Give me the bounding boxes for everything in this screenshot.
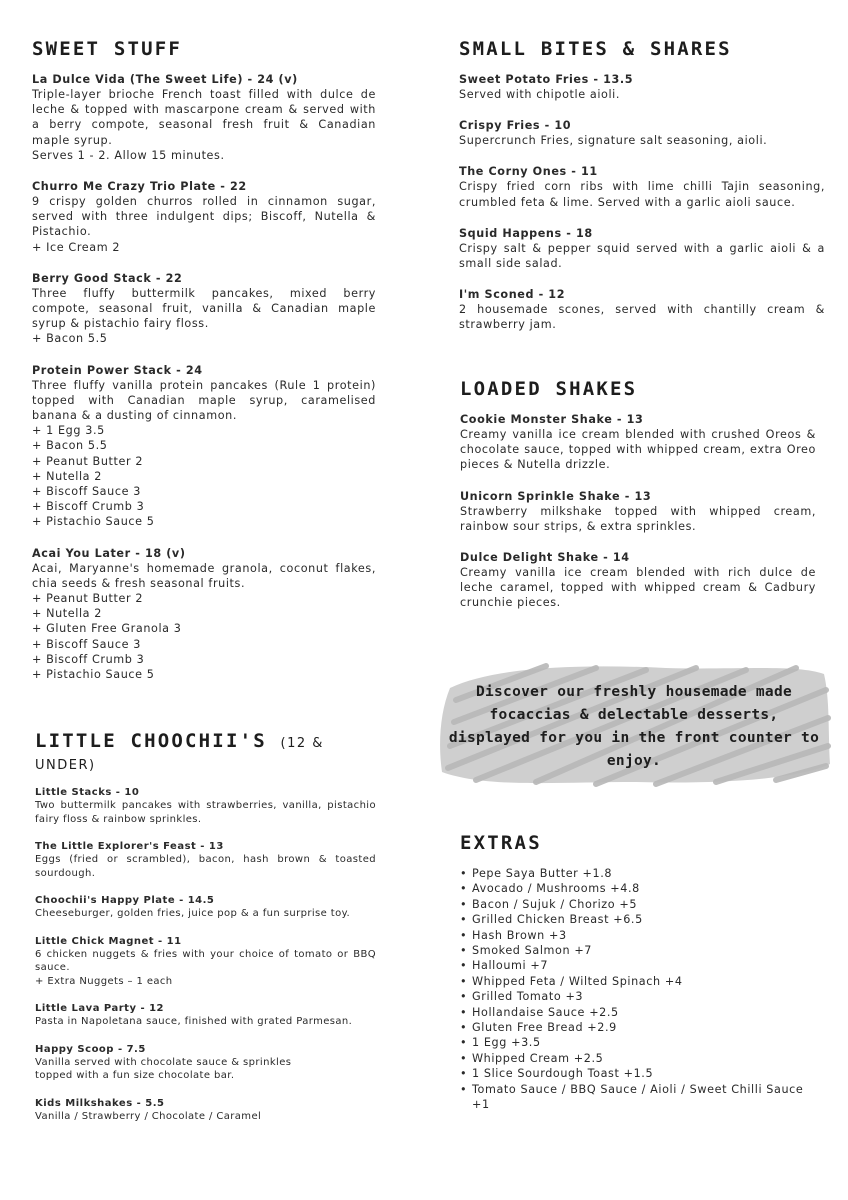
menu-item-description: Cheeseburger, golden fries, juice pop & a fun surprise toy. xyxy=(35,908,351,919)
menu-item-description: Two buttermilk pancakes with strawberries, vanilla, pistachio fairy floss & rainbow sprinkles. xyxy=(35,800,376,825)
menu-item xyxy=(32,179,376,255)
section-heading xyxy=(35,730,376,774)
menu-item-name: The Little Explorer's Feast - 13 xyxy=(35,841,224,852)
menu-item-addon: + Biscoff Crumb 3 xyxy=(32,500,145,514)
menu-item-description: Strawberry milkshake topped with whipped cream, rainbow sour strips, & extra sprinkles. xyxy=(460,504,816,533)
menu-item-addon: Vanilla / Strawberry / Chocolate / Caramel xyxy=(35,1110,262,1122)
menu-item-name: Happy Scoop - 7.5 xyxy=(35,1043,146,1055)
menu-item-name: Little Lava Party - 12 xyxy=(35,1003,164,1014)
menu-item xyxy=(459,287,825,332)
menu-item-name: Choochii's Happy Plate - 14.5 xyxy=(35,895,215,906)
menu-item-description: Acai, Maryanne's homemade granola, coconut flakes, chia seeds & fresh seasonal fruits. xyxy=(32,561,376,590)
menu-item-addon: + Gluten Free Granola 3 xyxy=(32,622,182,636)
menu-item-addon: + Ice Cream 2 xyxy=(32,240,121,254)
extra-item: • Grilled Tomato +3 xyxy=(472,989,820,1004)
menu-item xyxy=(35,1002,376,1029)
menu-item-addon: + Extra Nuggets – 1 each xyxy=(35,975,173,987)
extra-item: • Whipped Cream +2.5 xyxy=(472,1051,820,1066)
menu-item-description: Three fluffy vanilla protein pancakes (Rule 1 protein) topped with Canadian maple syrup, caramelised banana & a dusting of cinnamon. xyxy=(32,378,376,423)
extra-item: • Smoked Salmon +7 xyxy=(472,943,820,958)
menu-item xyxy=(460,412,816,473)
menu-item-description: Creamy vanilla ice cream blended with rich dulce de leche caramel, topped with whipped cream & Cadbury crunchie pieces. xyxy=(460,566,816,610)
menu-item xyxy=(35,840,376,880)
menu-item-description: 9 crispy golden churros rolled in cinnamon sugar, served with three indulgent dips; Biscoff, Nutella & Pistachio. xyxy=(32,195,376,239)
menu-item-name: Cookie Monster Shake - 13 xyxy=(460,413,644,426)
menu-item-description: Served with chipotle aioli. xyxy=(459,88,621,101)
menu-item-name: Unicorn Sprinkle Shake - 13 xyxy=(460,489,652,503)
menu-item xyxy=(459,118,825,148)
menu-item-name: Sweet Potato Fries - 13.5 xyxy=(459,73,634,86)
sweet-stuff-section xyxy=(32,38,376,698)
menu-item-name: I'm Sconed - 12 xyxy=(459,288,566,302)
menu-item-addon: + Biscoff Crumb 3 xyxy=(32,652,145,666)
menu-item-description: 6 chicken nuggets & fries with your choice of tomato or BBQ sauce. xyxy=(35,948,376,973)
section-title: LITTLE CHOOCHII'S xyxy=(35,730,267,752)
menu-item xyxy=(35,1043,376,1083)
loaded-shakes-section xyxy=(460,378,816,627)
extra-item: • Whipped Feta / Wilted Spinach +4 xyxy=(472,974,820,989)
menu-item xyxy=(32,546,376,683)
extra-item: • Pepe Saya Butter +1.8 xyxy=(472,866,820,881)
extra-item: • Hollandaise Sauce +2.5 xyxy=(472,1005,820,1020)
menu-item-name: Berry Good Stack - 22 xyxy=(32,271,183,285)
menu-item-description: Crispy salt & pepper squid served with a garlic aioli & a small side salad. xyxy=(459,241,825,271)
extra-item: • Grilled Chicken Breast +6.5 xyxy=(472,912,820,927)
little-choochiis-section xyxy=(35,730,376,1137)
extra-item: • 1 Egg +3.5 xyxy=(472,1035,820,1050)
menu-item-name: Little Stacks - 10 xyxy=(35,787,140,798)
menu-item xyxy=(32,271,376,347)
menu-item-description: Creamy vanilla ice cream blended with crushed Oreos & chocolate sauce, topped with whipped cream, extra Oreo pieces & Nutella drizzle. xyxy=(460,428,816,472)
extra-item: • Avocado / Mushrooms +4.8 xyxy=(472,881,820,896)
extras-list xyxy=(460,866,820,1113)
section-subtitle: (12 & UNDER) xyxy=(35,736,324,773)
menu-item xyxy=(35,935,376,989)
menu-item-name: Churro Me Crazy Trio Plate - 22 xyxy=(32,180,247,194)
section-heading: SWEET STUFF xyxy=(32,38,183,60)
menu-item xyxy=(459,226,825,271)
menu-item-name: Kids Milkshakes - 5.5 xyxy=(35,1097,165,1109)
menu-item-addon: + Bacon 5.5 xyxy=(32,439,108,453)
extra-item: • Halloumi +7 xyxy=(472,958,820,973)
menu-item-addon: + Pistachio Sauce 5 xyxy=(32,515,155,529)
section-heading: SMALL BITES & SHARES xyxy=(459,38,732,60)
extra-item: • Gluten Free Bread +2.9 xyxy=(472,1020,820,1035)
menu-item-addon: + Peanut Butter 2 xyxy=(32,592,144,606)
extra-item: • Hash Brown +3 xyxy=(472,928,820,943)
menu-item xyxy=(460,489,816,534)
menu-item-addon: Serves 1 - 2. Allow 15 minutes. xyxy=(32,148,225,162)
menu-item-description: Crispy fried corn ribs with lime chilli Tajin seasoning, crumbled feta & lime. Served with a garlic aioli sauce. xyxy=(459,180,825,209)
extra-item: • Bacon / Sujuk / Chorizo +5 xyxy=(472,897,820,912)
menu-item-addon: + Nutella 2 xyxy=(32,469,103,483)
extra-item: • Tomato Sauce / BBQ Sauce / Aioli / Sweet Chilli Sauce +1 xyxy=(472,1082,820,1113)
menu-item-description: Pasta in Napoletana sauce, finished with grated Parmesan. xyxy=(35,1016,353,1027)
promo-banner xyxy=(436,660,831,790)
menu-item xyxy=(460,550,816,611)
menu-item-description: Eggs (fried or scrambled), bacon, hash brown & toasted sourdough. xyxy=(35,854,376,879)
menu-item-name: Crispy Fries - 10 xyxy=(459,119,572,133)
menu-item-addon: + Pistachio Sauce 5 xyxy=(32,668,155,682)
menu-item xyxy=(459,72,825,102)
menu-item-name: La Dulce Vida (The Sweet Life) - 24 (v) xyxy=(32,73,298,86)
menu-item-addon: + Peanut Butter 2 xyxy=(32,454,144,468)
menu-item xyxy=(35,894,376,921)
extra-item: • 1 Slice Sourdough Toast +1.5 xyxy=(472,1066,820,1081)
menu-item-description: Triple-layer brioche French toast filled with dulce de leche & topped with mascarpone cream & served with a berry compote, seasonal fresh fruit & Canadian maple syrup. xyxy=(32,88,376,147)
menu-item-name: Protein Power Stack - 24 xyxy=(32,363,203,377)
menu-item-name: Acai You Later - 18 (v) xyxy=(32,546,186,560)
menu-item-addon: + 1 Egg 3.5 xyxy=(32,424,105,438)
promo-text: Discover our freshly housemade made focaccias & delectable desserts, displayed for you in the front counter to enjoy. xyxy=(448,684,820,769)
menu-item-addon: + Nutella 2 xyxy=(32,607,103,621)
extras-section xyxy=(460,832,820,1113)
menu-item-description: Supercrunch Fries, signature salt seasoning, aioli. xyxy=(459,134,768,148)
menu-item xyxy=(35,786,376,826)
menu-item-addon: + Biscoff Sauce 3 xyxy=(32,637,141,651)
menu-item-name: Little Chick Magnet - 11 xyxy=(35,935,182,947)
menu-item-name: Dulce Delight Shake - 14 xyxy=(460,551,630,565)
menu-item-description: 2 housemade scones, served with chantilly cream & strawberry jam. xyxy=(459,303,825,332)
section-heading: EXTRAS xyxy=(460,832,542,854)
menu-item xyxy=(35,1097,376,1124)
menu-item-addon: Vanilla served with chocolate sauce & sprinkles xyxy=(35,1056,292,1068)
small-bites-section xyxy=(459,38,825,349)
menu-item-name: The Corny Ones - 11 xyxy=(459,165,598,179)
menu-item xyxy=(32,363,376,530)
menu-item-description: Three fluffy buttermilk pancakes, mixed berry compote, seasonal fruit, vanilla & Canadian maple syrup & pistachio fairy floss. xyxy=(32,286,376,331)
menu-item-addon: + Biscoff Sauce 3 xyxy=(32,485,141,499)
menu-item xyxy=(459,164,825,209)
menu-item xyxy=(32,72,376,163)
menu-item-name: Squid Happens - 18 xyxy=(459,226,593,240)
menu-item-addon: + Bacon 5.5 xyxy=(32,332,108,346)
menu-item-addon: topped with a fun size chocolate bar. xyxy=(35,1070,235,1081)
section-heading: LOADED SHAKES xyxy=(460,378,638,400)
